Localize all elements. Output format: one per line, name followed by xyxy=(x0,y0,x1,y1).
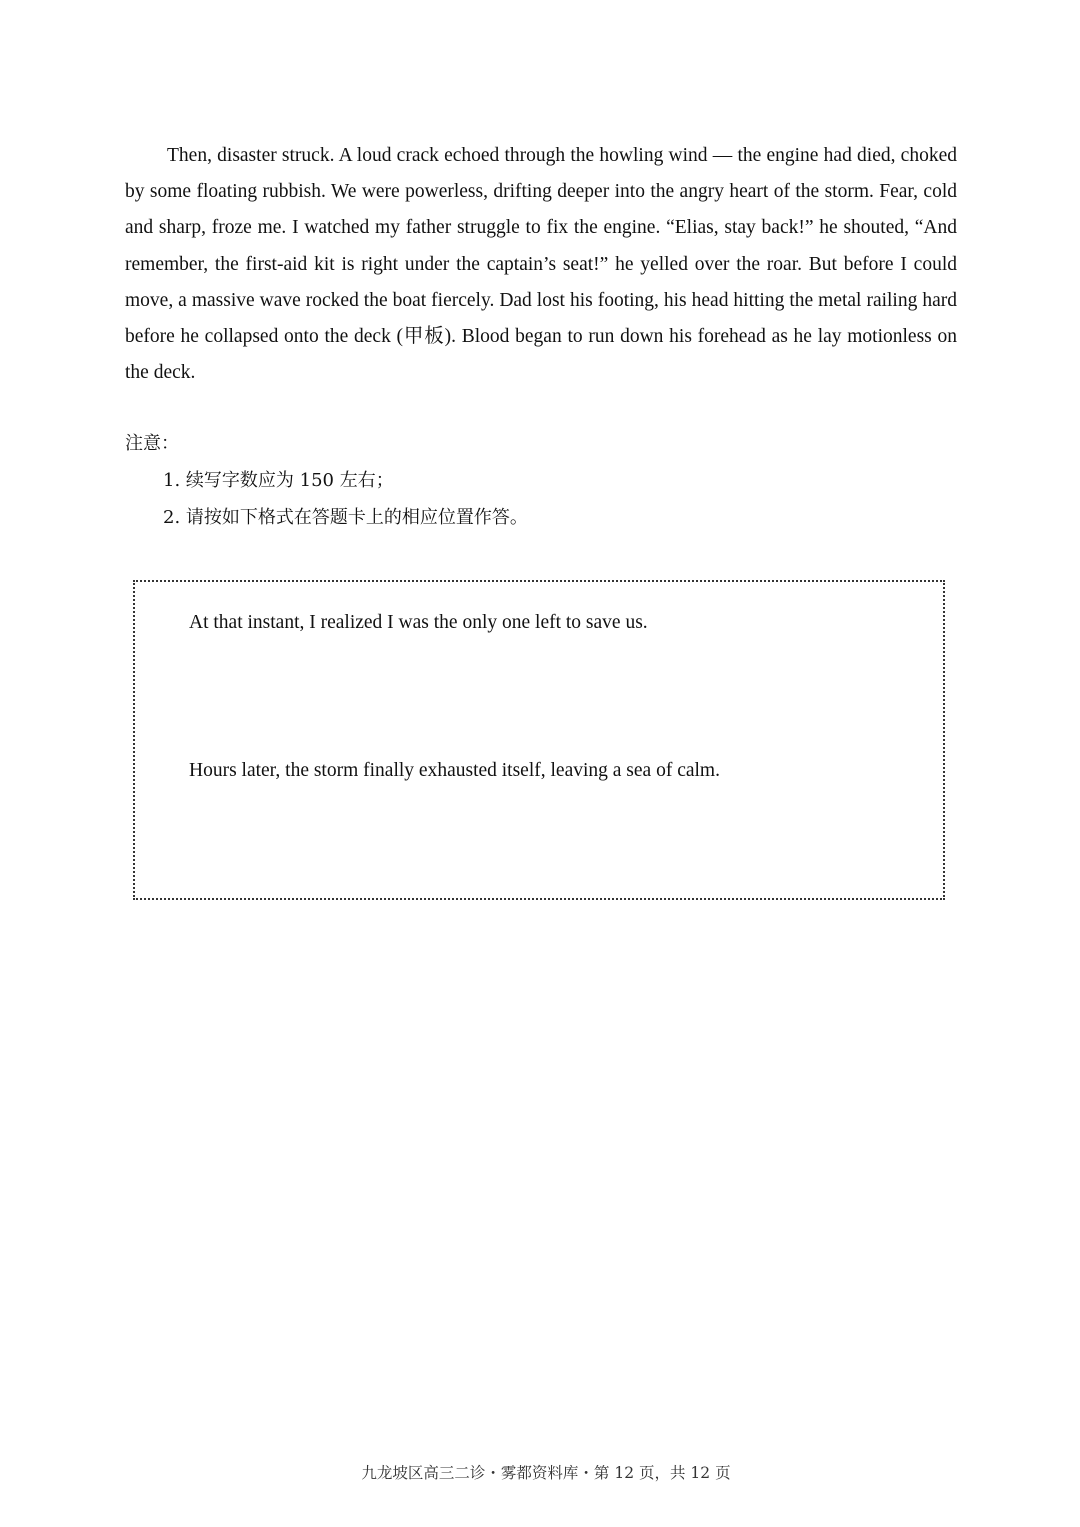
story-passage: Then, disaster struck. A loud crack echoed through the howling wind — the engine had died, choked by some floating rubbish. We were powerless, drifting deeper into the angry heart of the storm. Fear, cold and sharp, froze me. I watched my father struggle to fix the engine. “Elias, stay back!” he shouted, “And remember, the first-aid kit is right under the captain’s seat!” he yelled over the roar. But before I could move, a massive wave rocked the boat fiercely. Dad lost his footing, his head hitting the metal railing hard before he collapsed onto the deck (甲板). Blood began to run down his forehead as he lay motionless on the deck. xyxy=(125,145,957,384)
notes-section xyxy=(125,426,528,536)
paragraph1-opening-sentence: At that instant, I realized I was the only one left to save us. xyxy=(189,612,648,633)
answer-format-box xyxy=(133,580,945,900)
paragraph2-opening-sentence: Hours later, the storm finally exhausted itself, leaving a sea of calm. xyxy=(189,760,720,781)
notes-list xyxy=(125,462,528,536)
note-item-2: 2. 请按如下格式在答题卡上的相应位置作答。 xyxy=(163,507,528,528)
page-footer: 九龙坡区高三二诊・雾都资料库・第 12 页，共 12 页 xyxy=(361,1464,731,1482)
note-item-1: 1. 续写字数应为 150 左右； xyxy=(163,470,394,491)
notes-title: 注意： xyxy=(125,433,179,454)
